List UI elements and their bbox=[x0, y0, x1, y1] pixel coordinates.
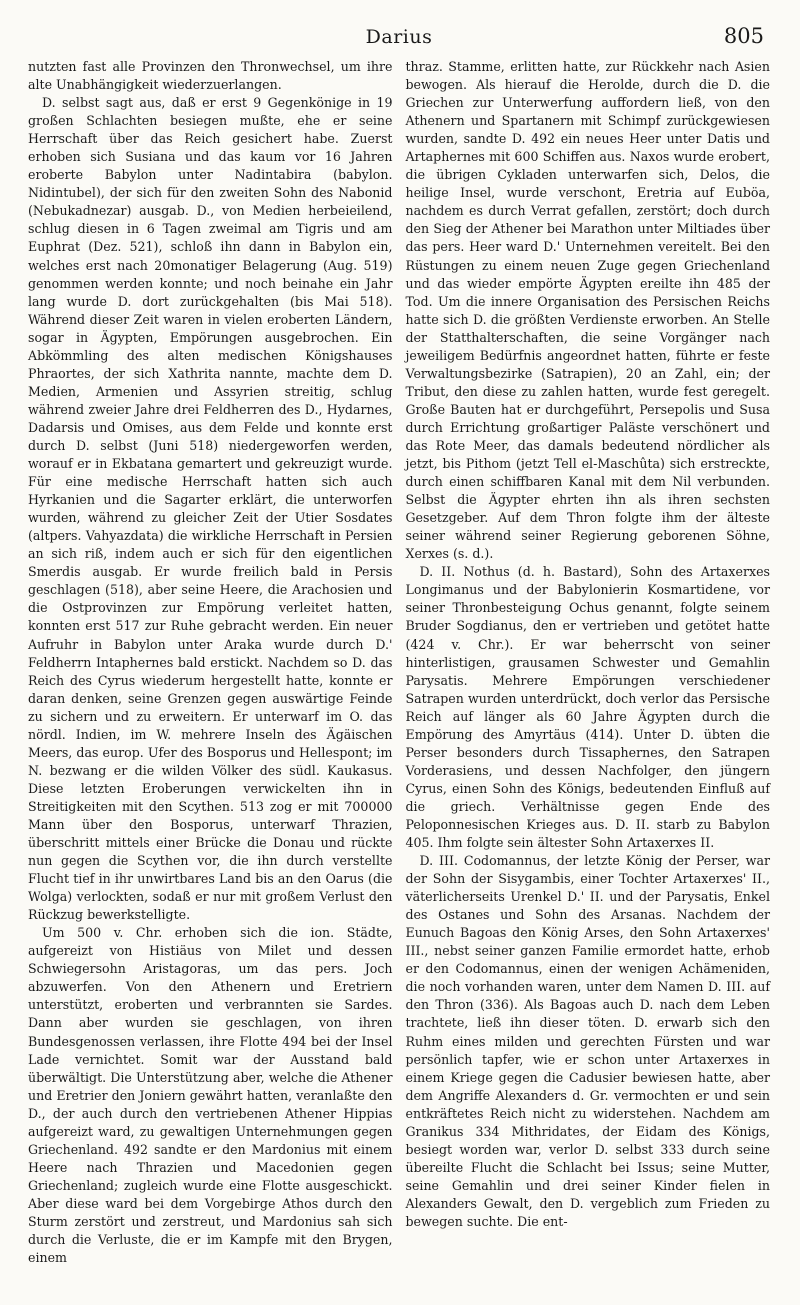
paragraph: thraz. Stamme, erlitten hatte, zur Rückkehr nach Asien bewogen. Als hierauf die Herolde, durch die D. die Griechen zur Unterwerfung auffordern ließ, von den Athenern und Spartanern mit Schimpf zurückgewiesen wurden, sandte D. 492 ein neues Heer unter Datis und Artaphernes mit 600 Schiffen aus. Naxos wurde erobert, die übrigen Cykladen unterwarfen sich, Delos, die heilige Insel, wurde verschont, Eretria auf Euböa, nachdem es durch Verrat gefallen, zerstört; doch durch den Sieg der Athener bei Marathon unter Miltiades über das pers. Heer ward D.' Unternehmen vereitelt. Bei den Rüstungen zu einem neuen Zuge gegen Griechenland und das wieder empörte Ägypten ereilte ihn 485 der Tod. Um die innere Organisation des Persischen Reichs hatte sich D. die größten Verdienste erworben. An Stelle der Statthalterschaften, die seine Vorgänger nach jeweiligem Bedürfnis angeordnet hatten, führte er feste Verwaltungsbezirke (Satrapien), 20 an Zahl, ein; der Tribut, den diese zu zahlen hatten, wurde fest geregelt. Große Bauten hat er durchgeführt, Persepolis und Susa durch Errichtung großartiger Paläste verschönert und das Rote Meer, das damals bedeutend nördlicher als jetzt, bis Pithom (jetzt Tell el-Maschûta) sich erstreckte, durch einen schiffbaren Kanal mit dem Nil verbunden. Selbst die Ägypter ehrten ihn als ihren sechsten Gesetzgeber. Auf dem Thron folgte ihm der älteste seiner während seiner Regierung geborenen Söhne, Xerxes (s. d.). bbox=[405, 59, 770, 562]
paragraph: nutzten fast alle Provinzen den Thronwechsel, um ihre alte Unabhängigkeit wiederzuerlangen. bbox=[28, 59, 393, 93]
right-column bbox=[406, 58, 771, 1267]
entry-darius-ii: D. II. Nothus (d. h. Bastard), Sohn des Artaxerxes Longimanus und der Babylonierin Kosmartidene, vor seiner Thronbesteigung Ochus genannt, folgte seinem Bruder Sogdianus, den er vertrieben und getötet hatte (424 v. Chr.). Er war beherrscht von seiner hinterlistigen, grausamen Schwester und Gemahlin Parysatis. Mehrere Empörungen verschiedener Satrapen wurden unterdrückt, doch verlor das Persische Reich auf länger als 60 Jahre Ägypten durch die Empörung des Amyrtäus (414). Unter D. übten die Perser besonders durch Tissaphernes, den Satrapen Vorderasiens, und dessen Nachfolger, den jüngern Cyrus, einen Sohn des Königs, bedeutenden Einfluß auf die griech. Verhältnisse gegen Ende des Peloponnesischen Krieges aus. D. II. starb zu Babylon 405. Ihm folgte sein ältester Sohn Artaxerxes II. bbox=[405, 564, 770, 851]
entry-darius-iii: D. III. Codomannus, der letzte König der Perser, war der Sohn der Sisygambis, einer Tochter Artaxerxes' II., väterlicherseits Urenkel D.' II. und der Parysatis, Enkel des Ostanes und Sohn des Arsanas. Nachdem der Eunuch Bagoas den König Arses, den Sohn Artaxerxes' III., nebst seiner ganzen Familie ermordet hatte, erhob er den Codomannus, einen der wenigen Achämeniden, die noch vorhanden waren, unter dem Namen D. III. auf den Thron (336). Als Bagoas auch D. nach dem Leben trachtete, ließ ihn dieser töten. D. erwarb sich den Ruhm eines milden und gerechten Fürsten und war persönlich tapfer, wie er schon unter Artaxerxes in einem Kriege gegen die Cadusier bewiesen hatte, aber dem Angriffe Alexanders d. Gr. vermochten er und sein entkräftetes Reich nicht zu widerstehen. Nachdem am Granikus 334 Mithridates, der Eidam des Königs, besiegt worden war, verlor D. selbst 333 durch seine übereilte Flucht die Schlacht bei Issus; seine Mutter, seine Gemahlin und drei seiner Kinder fielen in Alexanders Gewalt, den D. vergeblich zum Frieden zu bewegen suchte. Die ent- bbox=[405, 853, 770, 1229]
paragraph: D. selbst sagt aus, daß er erst 9 Gegenkönige in 19 großen Schlachten besiegen mußte, ehe er seine Herrschaft über das Reich gesichert habe. Zuerst erhoben sich Susiana und das kaum vor 16 Jahren eroberte Babylon unter Nadintabira (babylon. Nidintubel), der sich für den zweiten Sohn des Nabonid (Nebukadnezar) ausgab. D., von Medien herbeieilend, schlug diesen in 6 Tagen zweimal am Tigris und am Euphrat (Dez. 521), schloß ihn dann in Babylon ein, welches erst nach 20monatiger Belagerung (Aug. 519) genommen werden konnte; und noch beinahe ein Jahr lang wurde D. dort zurückgehalten (bis Mai 518). Während dieser Zeit waren in vielen eroberten Ländern, sogar in Ägypten, Empörungen ausgebrochen. Ein Abkömmling des alten medischen Königshauses Phraortes, der sich Xathrita nannte, machte dem D. Medien, Armenien und Assyrien streitig, schlug während zweier Jahre drei Feldherren des D., Hydarnes, Dadarsis und Omises, aus dem Felde und konnte erst durch D. selbst (Juni 518) niedergeworfen werden, worauf er in Ekbatana gemartert und gekreuzigt wurde. Für eine medische Herrschaft hatten sich auch Hyrkanien und die Sagarter erklärt, die unterworfen wurden, während zu gleicher Zeit der Utier Sosdates (altpers. Vahyazdata) die wirkliche Herrschaft in Persien an sich riß, indem auch er sich für den eigentlichen Smerdis ausgab. Er wurde freilich bald in Persis geschlagen (518), aber seine Heere, die Arachosien und die Ostprovinzen zur Empörung verleitet hatten, konnten erst 517 zur Ruhe gebracht werden. Ein neuer Aufruhr in Babylon unter Araka wurde durch D.' Feldherrn Intaphernes bald erstickt. Nachdem so D. das Reich des Cyrus wiederum hergestellt hatte, konnte er daran denken, seine Grenzen gegen auswärtige Feinde zu sichern und zu erweitern. Er unterwarf im O. das nördl. Indien, im W. mehrere Inseln des Ägäischen Meers, das europ. Ufer des Bosporus und Hellespont; im N. bezwang er die wilden Völker des südl. Kaukasus. Diese letzten Eroberungen verwickelten ihn in Streitigkeiten mit den Scythen. 513 zog er mit 700000 Mann über den Bosporus, unterwarf Thrazien, überschritt mittels einer Brücke die Donau und rückte nun gegen die Scythen vor, die ihn durch verstellte Flucht tief in ihr unwirtbares Land bis an den Oarus (die Wolga) verlockten, sodaß er nur mit großem Verlust den Rückzug bewerkstelligte. bbox=[28, 95, 393, 923]
page-header bbox=[28, 22, 770, 52]
page-number: 805 bbox=[723, 24, 764, 48]
text-columns bbox=[28, 58, 770, 1267]
running-head: Darius bbox=[365, 26, 433, 48]
left-column bbox=[28, 58, 393, 1267]
paragraph: Um 500 v. Chr. erhoben sich die ion. Städte, aufgereizt von Histiäus von Milet und dessen Schwiegersohn Aristagoras, um das pers. Joch abzuwerfen. Von den Athenern und Eretriern unterstützt, eroberten und verbrannten sie Sardes. Dann aber wurden sie geschlagen, von ihren Bundesgenossen verlassen, ihre Flotte 494 bei der Insel Lade vernichtet. Somit war der Ausstand bald überwältigt. Die Unterstützung aber, welche die Athener und Eretrier den Joniern gewährt hatten, veranlaßte den D., der auch durch den vertriebenen Athener Hippias aufgereizt ward, zu gewaltigen Unternehmungen gegen Griechenland. 492 sandte er den Mardonius mit einem Heere nach Thrazien und Macedonien gegen Griechenland; zugleich wurde eine Flotte ausgeschickt. Aber diese ward bei dem Vorgebirge Athos durch den Sturm zerstört und zerstreut, und Mardonius sah sich durch die Verluste, die er im Kampfe mit den Brygen, einem bbox=[28, 925, 393, 1266]
